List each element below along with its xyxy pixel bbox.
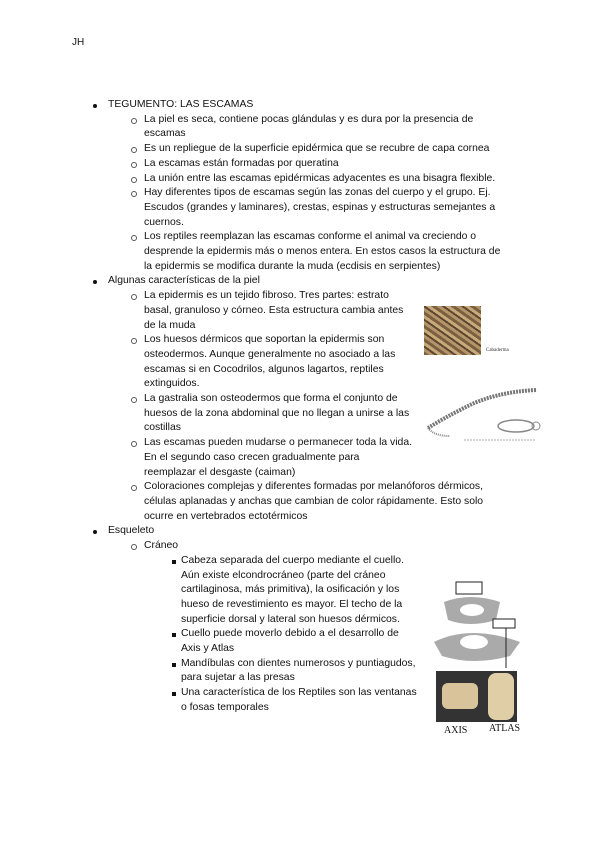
list-item-text: La piel es seca, contiene pocas glándulas y es dura por la presencia de escamas [144,113,474,140]
circle-bullet-icon [131,294,137,300]
list-item-text: La gastralia son osteodermos que forma el conjunto de huesos de la zona abdominal que no llegan a unirse a las costillas [144,393,410,434]
axis-label: AXIS [444,725,468,736]
list-item [144,333,412,392]
square-bullet-icon [172,692,176,696]
list-item-text: La unión entre las escamas epidérmicas adyacentes es una bisagra flexible. [144,172,496,184]
circle-bullet-icon [131,441,137,447]
circle-bullet-icon [131,162,137,168]
subsection-title [144,539,506,554]
section-title [108,274,508,289]
circle-bullet-icon [131,147,137,153]
list-item [144,113,506,142]
list-item [144,289,412,333]
list-item-text: Las escamas pueden mudarse o permanecer toda la vida. En el segundo caso crecen gradualmente para reemplazar el desgaste (caiman) [144,437,413,478]
section-title-text: Esqueleto [108,525,155,537]
bullet-icon [93,280,97,284]
list-item [144,142,506,157]
list-item [144,392,412,436]
list-item-text: Es un repliegue de la superficie epidérmica que se recubre de capa cornea [144,143,490,155]
list-item-text: Los huesos dérmicos que soportan la epidermis son osteodermos. Aunque generalmente no asociado a las escamas si en Cocodrilos, algunos lagartos, reptiles extinguidos. [144,334,396,390]
list-item-text: Hay diferentes tipos de escamas según las zonas del cuerpo y el grupo. Ej. Escudos (grandes y laminares), crestas, espinas y estructuras semejantes a cuernos. [144,187,496,228]
list-item-text: Cabeza separada del cuerpo mediante el cuello. Aún existe elcondrocráneo (parte del cráneo cartilaginosa, más primitiva), la osificación y los hueso de revestimiento es mayor. El techo de la superficie dorsal y lateral son huesos dérmicos. [181,554,404,625]
vertebra-diagram [430,580,528,670]
axis-atlas-photo [436,671,517,722]
list-item [144,172,506,187]
list-item-text: Cuello puede moverlo debido a el desarrollo de Axis y Atlas [181,628,399,655]
list-item-text: La escamas están formadas por queratina [144,157,339,169]
list-item [144,230,506,274]
subsection-title-text: Cráneo [144,540,179,552]
skeleton-illustration [424,378,542,442]
list-item-text: Coloraciones complejas y diferentes formadas por melanóforos dérmicos, células aplanadas y anchas que cambian de color rápidamente. Esto solo ocurre en vertebrados ectotérmicos [144,481,484,522]
list-item-text: Una característica de los Reptiles son las ventanas o fosas temporales [181,687,417,713]
section-title-text: Algunas características de la piel [108,275,260,287]
list-item-text: Los reptiles reemplazan las escamas conforme el animal va creciendo o desprende la epidermis más o menos entera. En estos casos la estructura de la epidermis se modifica durante la muda (ecdisis en serpientes) [144,231,501,272]
circle-bullet-icon [131,338,137,344]
bullet-icon [93,530,97,534]
list-item [144,480,506,524]
section-title [108,524,508,539]
circle-bullet-icon [131,397,137,403]
bullet-icon [93,104,97,108]
square-bullet-icon [172,663,176,667]
square-bullet-icon [172,560,176,564]
list-item-text: La epidermis es un tejido fibroso. Tres partes: estrato basal, granuloso y córneo. Esta estructura cambia antes de la muda [144,290,404,331]
list-item [181,686,417,715]
section-title-text: TEGUMENTO: LAS ESCAMAS [108,99,254,110]
list-item [181,554,417,628]
header-initials: JH [72,37,85,48]
atlas-label: ATLAS [489,723,521,734]
list-item [181,627,417,656]
circle-bullet-icon [131,191,137,197]
circle-bullet-icon [131,485,137,491]
skin-caption: Cabaderma [486,348,509,353]
circle-bullet-icon [131,544,137,550]
list-item [144,186,506,230]
square-bullet-icon [172,633,176,637]
skin-texture-image [424,306,481,355]
list-item-text: Mandíbulas con dientes numerosos y puntiagudos, para sujetar a las presas [181,657,416,684]
circle-bullet-icon [131,177,137,183]
circle-bullet-icon [131,118,137,124]
circle-bullet-icon [131,235,137,241]
list-item [181,657,417,686]
list-item [144,436,412,480]
list-item [144,157,506,172]
section-title [108,98,508,113]
